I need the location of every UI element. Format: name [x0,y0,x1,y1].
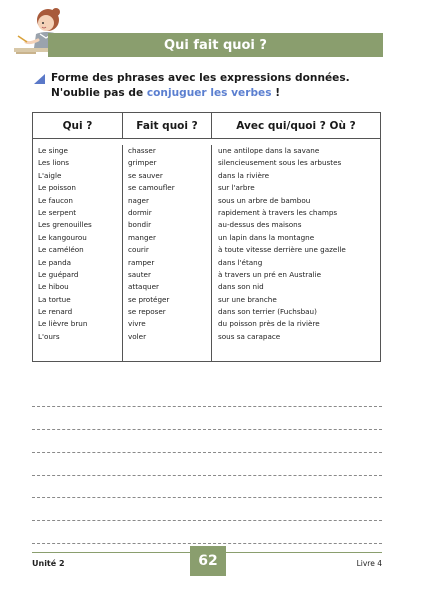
instruction-text-2-prefix: N'oublie pas de [51,87,147,99]
fait-quoi-cell: se protéger [128,294,170,304]
header-avec-ou: Avec qui/quoi ? Où ? [236,119,356,132]
unit-label: Unité 2 [32,559,65,568]
expressions-table [32,112,381,362]
qui-cell: Le singe [38,146,68,155]
avec-ou-cell: au-dessus des maisons [218,220,302,230]
fait-quoi-cell: bondir [128,220,152,230]
avec-ou-cell: sous un arbre de bambou [218,195,311,205]
qui-cell: Le hibou [38,282,69,292]
instruction-text-2-suffix: ! [271,87,281,99]
avec-ou-cell: sous sa carapace [218,331,281,341]
header-qui: Qui ? [33,113,123,138]
table-header [33,113,380,139]
writing-line[interactable] [32,498,382,521]
title-bar [48,33,383,57]
qui-cell: Le caméléon [38,245,84,255]
book-label: Livre 4 [356,559,382,568]
instruction-line-2 [34,86,394,101]
qui-cell: La tortue [38,294,71,304]
qui-cell: Le renard [38,307,73,317]
qui-cell: Le faucon [38,195,73,205]
avec-ou-cell: un lapin dans la montagne [218,232,315,242]
writing-lines [32,384,382,544]
fait-quoi-cell: grimper [128,158,157,168]
qui-cell: Les lions [38,158,70,168]
writing-line[interactable] [32,476,382,499]
instruction-line-1 [34,71,394,86]
fait-quoi-cell: dormir [128,207,152,217]
instruction-highlight: conjuguer les verbes [146,87,272,99]
avec-ou-cell: sur l'arbre [218,183,255,193]
qui-cell: Le panda [38,257,72,267]
writing-line[interactable] [32,453,382,476]
fait-quoi-cell: nager [128,195,149,205]
instructions [34,71,394,101]
writing-line[interactable] [32,521,382,544]
qui-cell: Le kangourou [38,232,87,242]
qui-cell: Le poisson [38,183,76,193]
fait-quoi-cell: manger [128,232,156,242]
avec-ou-cell: dans son nid [218,282,264,292]
qui-cell: Le lièvre brun [38,319,88,329]
avec-ou-cell: dans son terrier (Fuchsbau) [218,307,317,317]
fait-quoi-cell: voler [128,331,147,341]
avec-ou-cell: dans la rivière [218,170,270,180]
fait-quoi-cell: se sauver [128,170,163,180]
avec-ou-cell: sur une branche [218,294,277,304]
writing-line[interactable] [32,407,382,430]
qui-cell: L'aigle [38,170,62,180]
fait-quoi-cell: sauter [128,269,151,279]
qui-cell: Le serpent [38,207,77,217]
page-number: 62 [190,546,226,576]
writing-line[interactable] [32,430,382,453]
instruction-text-1: Forme des phrases avec les expressions données. [51,72,350,84]
fait-quoi-cell: se camoufler [128,183,175,193]
avec-ou-cell: du poisson près de la rivière [218,319,320,329]
column-qui [33,145,123,361]
table-body [33,139,380,361]
column-avec-ou [212,145,380,361]
page-title: Qui fait quoi ? [164,37,267,53]
header-fait-quoi: Fait quoi ? [123,113,212,138]
fait-quoi-cell: attaquer [128,282,159,292]
avec-ou-cell: silencieusement sous les arbustes [218,158,342,168]
avec-ou-cell: dans l'étang [218,257,263,267]
fait-quoi-cell: courir [128,245,149,255]
fait-quoi-cell: se reposer [128,307,166,317]
fait-quoi-cell: vivre [128,319,146,329]
avec-ou-cell: à travers un pré en Australie [218,269,322,279]
writing-line[interactable] [32,384,382,407]
avec-ou-cell: rapidement à travers les champs [218,207,338,217]
column-fait-quoi [123,145,212,361]
qui-cell: Les grenouilles [38,220,92,230]
qui-cell: L'ours [38,331,60,341]
avec-ou-cell: une antilope dans la savane [218,146,320,155]
triangle-bullet-icon [34,74,45,84]
avec-ou-cell: à toute vitesse derrière une gazelle [218,245,346,255]
fait-quoi-cell: ramper [128,257,155,267]
fait-quoi-cell: chasser [128,146,156,155]
qui-cell: Le guépard [38,269,79,279]
